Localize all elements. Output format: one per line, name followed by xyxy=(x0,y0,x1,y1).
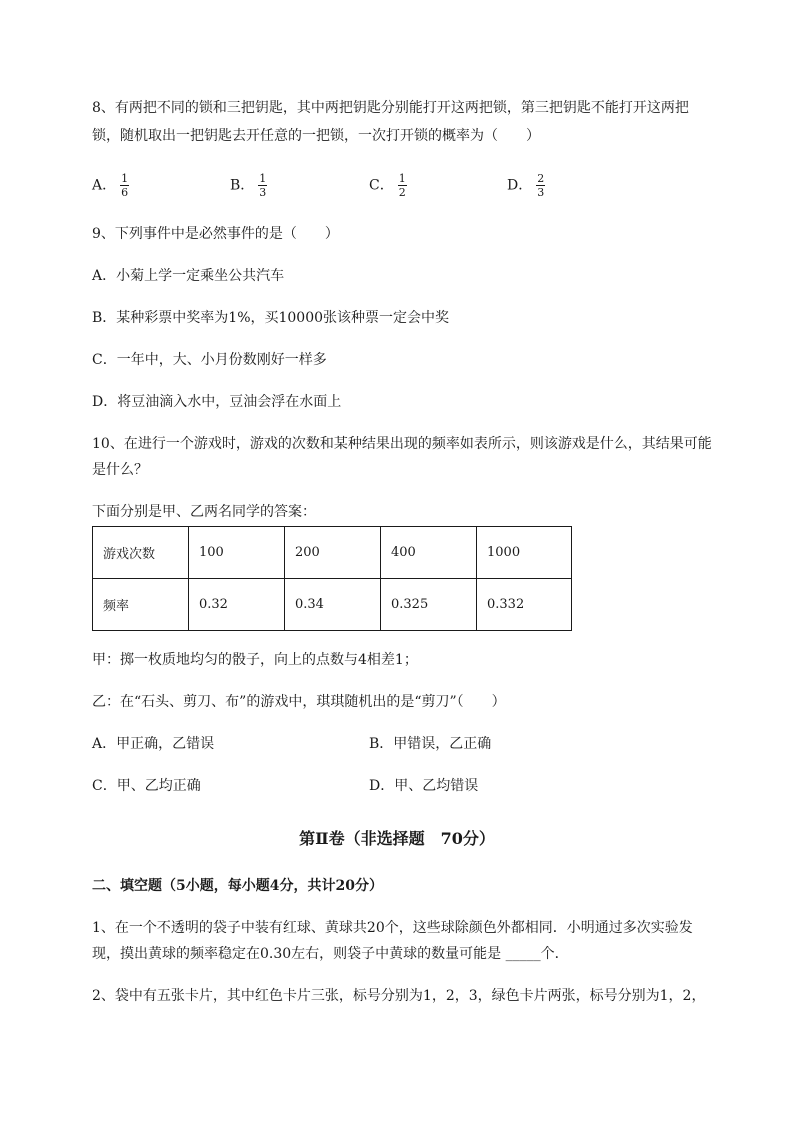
q8-option-b-fraction: $\frac{1}{3}$ xyxy=(259,172,267,199)
table-cell: 0.34 xyxy=(285,579,381,631)
q8-option-d-label: D． xyxy=(507,177,533,194)
table-cell: 0.325 xyxy=(381,579,477,631)
q8-stem-line1: 8、有两把不同的锁和三把钥匙，其中两把钥匙分别能打开这两把锁，第三把钥匙不能打开这两把 xyxy=(92,100,689,116)
table-cell: 400 xyxy=(381,527,477,579)
q8-option-d-fraction: $\frac{2}{3}$ xyxy=(537,172,545,199)
table-row xyxy=(93,579,572,631)
q8-option-c-fraction: $\frac{1}{2}$ xyxy=(398,172,406,199)
q9-option-c: C．一年中，大、小月份数刚好一样多 xyxy=(92,352,327,368)
q10-answer-yi: 乙：在“石头、剪刀、布”的游戏中，琪琪随机出的是“剪刀”（ ） xyxy=(92,694,506,710)
q10-intro: 下面分别是甲、乙两名同学的答案： xyxy=(92,504,316,520)
q10-answer-jia: 甲：掷一枚质地均匀的骰子，向上的点数与4相差1； xyxy=(92,652,418,668)
fill2-line1: 2、袋中有五张卡片，其中红色卡片三张，标号分别为1，2，3，绿色卡片两张，标号分别为1，2， xyxy=(92,988,706,1004)
section-heading: 二、填空题（5小题，每小题4分，共计20分） xyxy=(92,878,383,894)
q9-option-a: A．小菊上学一定乘坐公共汽车 xyxy=(92,268,285,284)
q8-option-b xyxy=(230,172,267,199)
q10-option-a: A．甲正确，乙错误 xyxy=(92,736,215,752)
q9-option-d: D．将豆油滴入水中，豆油会浮在水面上 xyxy=(92,394,342,410)
q8-option-a-fraction: $\frac{1}{6}$ xyxy=(121,172,129,199)
fill1-line1: 1、在一个不透明的袋子中装有红球、黄球共20个，这些球除颜色外都相同．小明通过多次实验发 xyxy=(92,920,693,936)
section-title: 第Ⅱ卷（非选择题 70分） xyxy=(299,829,495,848)
table-cell: 0.32 xyxy=(189,579,285,631)
q10-stem-line1: 10、在进行一个游戏时，游戏的次数和某种结果出现的频率如表所示，则该游戏是什么，其结果可能 xyxy=(92,436,712,452)
table-cell: 游戏次数 xyxy=(93,527,189,579)
table-cell: 100 xyxy=(189,527,285,579)
q8-stem-line2: 锁，随机取出一把钥匙去开任意的一把锁，一次打开锁的概率为（ ） xyxy=(92,128,540,144)
frequency-table xyxy=(92,526,572,631)
table-row xyxy=(93,527,572,579)
q10-option-c: C．甲、乙均正确 xyxy=(92,778,201,794)
table-cell: 200 xyxy=(285,527,381,579)
table-cell: 1000 xyxy=(477,527,572,579)
q8-option-c xyxy=(369,172,407,199)
q8-option-a-label: A． xyxy=(92,177,117,194)
q8-option-b-label: B． xyxy=(230,177,255,194)
table-cell: 0.332 xyxy=(477,579,572,631)
q10-option-d: D．甲、乙均错误 xyxy=(369,778,479,794)
q9-option-b: B．某种彩票中奖率为1%，买10000张该种票一定会中奖 xyxy=(92,310,450,326)
q9-stem: 9、下列事件中是必然事件的是（ ） xyxy=(92,226,339,242)
q10-option-b: B．甲错误，乙正确 xyxy=(369,736,492,752)
q8-option-a xyxy=(92,172,129,199)
fill1-line2: 现，摸出黄球的频率稳定在0.30左右，则袋子中黄球的数量可能是 _____个． xyxy=(92,946,569,962)
q8-option-c-label: C． xyxy=(369,177,394,194)
table-cell: 频率 xyxy=(93,579,189,631)
q10-stem-line2: 是什么？ xyxy=(92,462,148,478)
q8-option-d xyxy=(507,172,545,199)
